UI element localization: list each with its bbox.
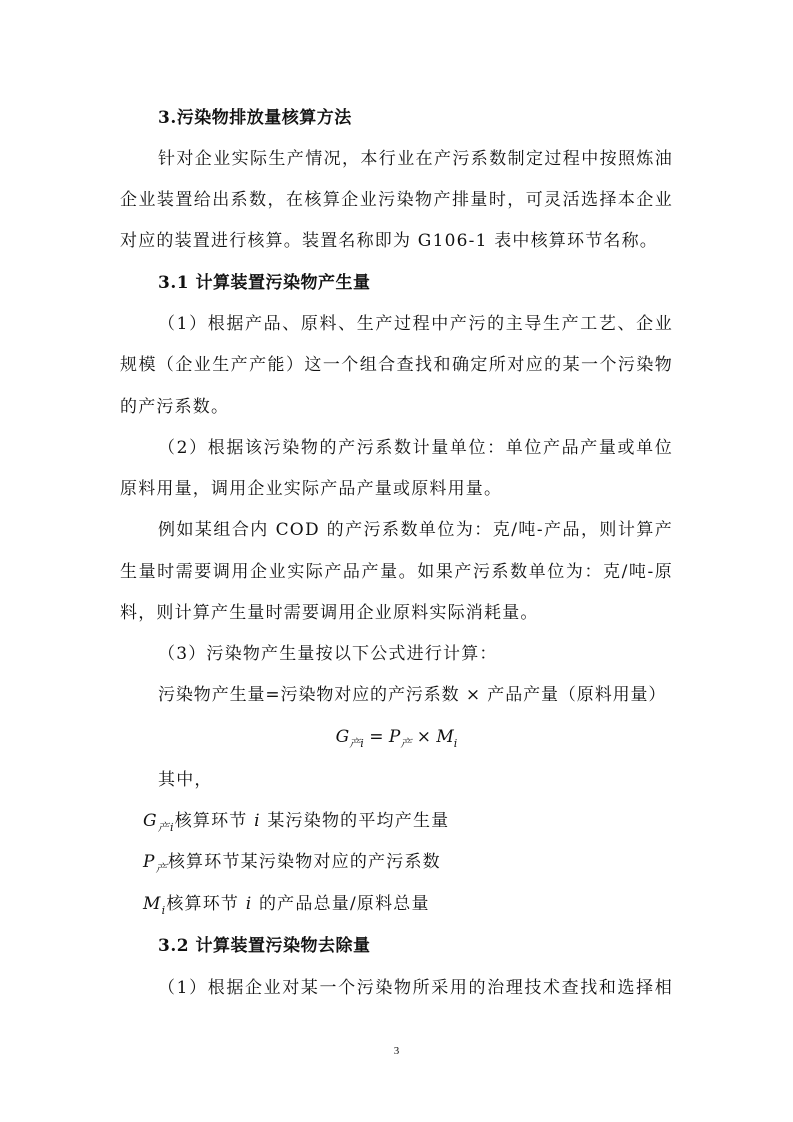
heading-3-1: 3.1 计算装置污染物产生量 (158, 273, 371, 293)
formula-p-sub: 产 (400, 737, 412, 750)
paragraph-6: 污染物产生量=污染物对应的产污系数 × 产品产量（原料用量） (158, 685, 667, 705)
definition-m (143, 894, 430, 916)
paragraph-2-line-2: 规模（企业生产产能）这一个组合查找和确定所对应的某一个污染物 (120, 355, 673, 375)
def-m-var: i (245, 894, 253, 914)
formula-m: M (436, 727, 454, 747)
formula-g-sub: 产i (349, 737, 364, 750)
page-number: 3 (393, 1045, 400, 1057)
formula-eq: = (363, 727, 389, 747)
paragraph-1-line-3: 对应的装置进行核算。装置名称即为 G106-1 表中核算环节名称。 (120, 231, 658, 251)
def-g-sub: 产i (157, 821, 175, 834)
paragraph-2-line-3: 的产污系数。 (120, 397, 230, 417)
def-p-text: 核算环节某污染物对应的产污系数 (167, 852, 441, 872)
paragraph-1-line-1: 针对企业实际生产情况，本行业在产污系数制定过程中按照炼油 (158, 149, 673, 169)
where-label: 其中， (158, 770, 213, 790)
formula (120, 727, 673, 749)
def-g-var: i (254, 811, 261, 831)
def-p-sub: 产 (155, 862, 168, 875)
paragraph-3-line-1: （2）根据该污染物的产污系数计量单位：单位产品产量或单位 (158, 438, 673, 458)
definition-g (143, 811, 449, 833)
def-g-text2: 某污染物的平均产生量 (260, 811, 450, 831)
formula-p: P (388, 727, 401, 747)
formula-m-sub: i (453, 737, 458, 750)
definition-p (143, 852, 441, 874)
paragraph-3-line-2: 原料用量，调用企业实际产品产量或原料用量。 (120, 479, 503, 499)
def-g-text: 核算环节 (174, 811, 255, 831)
def-m-sub: i (161, 904, 167, 917)
formula-g: G (335, 727, 350, 747)
def-m-text2: 的产品总量/原料总量 (252, 894, 430, 914)
paragraph-4-line-2: 生量时需要调用企业实际产品产量。如果产污系数单位为：克/吨-原 (120, 562, 673, 582)
formula-times: × (411, 727, 437, 747)
def-m-sym: M (143, 894, 162, 914)
heading-3: 3.污染物排放量核算方法 (158, 108, 352, 128)
def-g-sym: G (143, 811, 158, 831)
paragraph-1-line-2: 企业装置给出系数，在核算企业污染物产排量时，可灵活选择本企业 (120, 190, 673, 210)
paragraph-2-line-1: （1）根据产品、原料、生产过程中产污的主导生产工艺、企业 (158, 314, 673, 334)
def-p-sym: P (143, 852, 156, 872)
def-m-text: 核算环节 (166, 894, 246, 914)
heading-3-2: 3.2 计算装置污染物去除量 (158, 936, 371, 956)
paragraph-5: （3）污染物产生量按以下公式进行计算： (158, 644, 498, 664)
paragraph-7: （1）根据企业对某一个污染物所采用的治理技术查找和选择相 (158, 978, 673, 998)
paragraph-4-line-3: 料，则计算产生量时需要调用企业原料实际消耗量。 (120, 603, 539, 623)
paragraph-4-line-1: 例如某组合内 COD 的产污系数单位为：克/吨-产品，则计算产 (158, 520, 673, 540)
